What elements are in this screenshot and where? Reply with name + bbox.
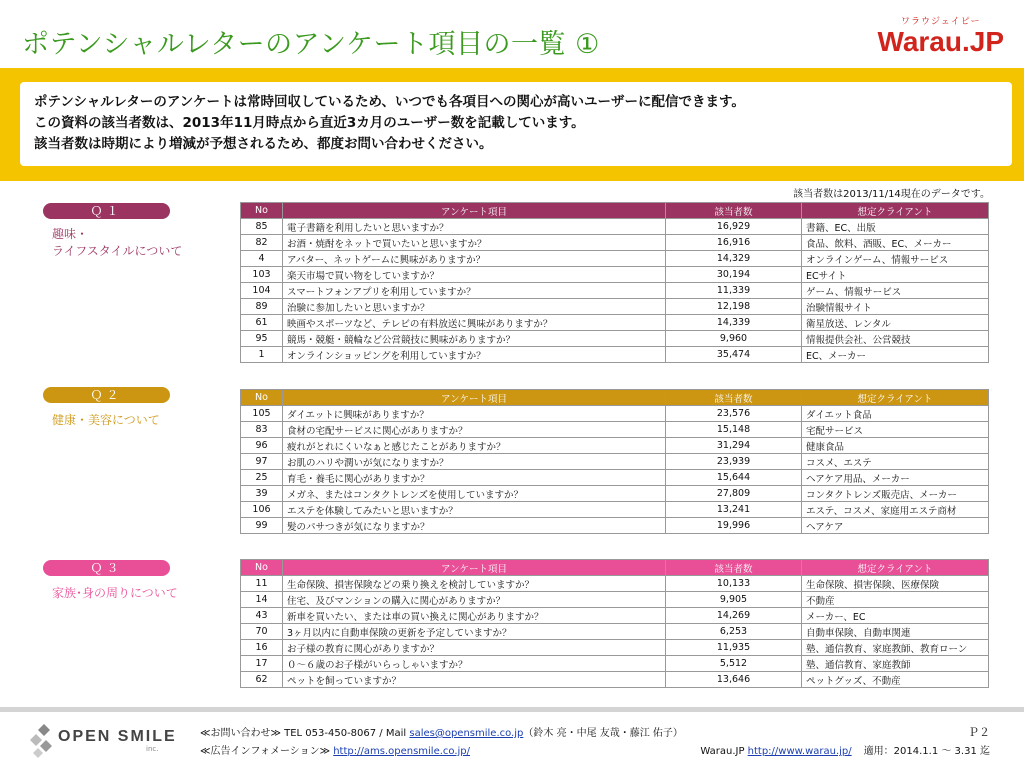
cell-client: ECサイト	[802, 267, 989, 283]
table-row	[241, 235, 989, 251]
cell-count: 31,294	[666, 438, 802, 454]
cell-item: オンラインショッピングを利用していますか？	[283, 347, 666, 363]
header-count: 該当者数	[666, 203, 802, 219]
cell-item: 3ヶ月以内に自動車保険の更新を予定していますか？	[283, 624, 666, 640]
cell-item: 住宅、及びマンションの購入に関心がありますか？	[283, 592, 666, 608]
cell-count: 9,905	[666, 592, 802, 608]
table-row	[241, 608, 989, 624]
table-row	[241, 438, 989, 454]
table-row	[241, 219, 989, 235]
cell-item: ０～６歳のお子様がいらっしゃいますか？	[283, 656, 666, 672]
contact-suffix: （鈴木 亮・中尾 友哉・藤江 佑子）	[523, 728, 683, 739]
cell-count: 35,474	[666, 347, 802, 363]
cell-no: 106	[241, 502, 283, 518]
cell-count: 23,939	[666, 454, 802, 470]
category-line: 趣味・	[52, 227, 89, 241]
header-item: アンケート項目	[283, 203, 666, 219]
table-row	[241, 454, 989, 470]
cell-client: 書籍、EC、出版	[802, 219, 989, 235]
header-item: アンケート項目	[283, 560, 666, 576]
cell-client: ペットグッズ、不動産	[802, 672, 989, 688]
cell-count: 6,253	[666, 624, 802, 640]
site-prefix: Warau.JP	[700, 746, 748, 757]
cell-count: 12,198	[666, 299, 802, 315]
cell-no: 103	[241, 267, 283, 283]
notice-line: 該当者数は時期により増減が予想されるため、都度お問い合わせください。	[34, 136, 493, 152]
notice-banner	[0, 68, 1024, 181]
cell-count: 13,241	[666, 502, 802, 518]
logo-kana: ワラウジェイピー	[900, 17, 981, 27]
cell-no: 39	[241, 486, 283, 502]
cell-no: 25	[241, 470, 283, 486]
cell-count: 13,646	[666, 672, 802, 688]
table-row	[241, 283, 989, 299]
cell-count: 5,512	[666, 656, 802, 672]
cell-no: 4	[241, 251, 283, 267]
table-row	[241, 656, 989, 672]
cell-client: 自動車保険、自動車関連	[802, 624, 989, 640]
table-row	[241, 672, 989, 688]
cell-client: 健康食品	[802, 438, 989, 454]
table-row	[241, 470, 989, 486]
header-count: 該当者数	[666, 390, 802, 406]
cell-client: 宅配サービス	[802, 422, 989, 438]
cell-count: 10,133	[666, 576, 802, 592]
header-count: 該当者数	[666, 560, 802, 576]
cell-client: ダイエット食品	[802, 406, 989, 422]
table-row	[241, 576, 989, 592]
cell-no: 99	[241, 518, 283, 534]
cell-item: 電子書籍を利用したいと思いますか？	[283, 219, 666, 235]
cell-client: 衛星放送、レンタル	[802, 315, 989, 331]
question-label-q2: Ｑ２	[43, 387, 170, 403]
cell-client: エステ、コスメ、家庭用エステ商材	[802, 502, 989, 518]
cell-client: 不動産	[802, 592, 989, 608]
table-header-row	[241, 560, 989, 576]
cell-item: 食材の宅配サービスに関心がありますか？	[283, 422, 666, 438]
company-suffix: inc.	[146, 745, 159, 753]
cell-count: 27,809	[666, 486, 802, 502]
data-as-of-note: 該当者数は2013/11/14現在のデータです。	[793, 189, 990, 200]
cell-client: ヘアケア用品、メーカー	[802, 470, 989, 486]
cell-item: 競馬・競艇・競輪など公営競技に興味がありますか？	[283, 331, 666, 347]
cell-no: 105	[241, 406, 283, 422]
cell-no: 95	[241, 331, 283, 347]
cell-client: 塾、通信教育、家庭教師	[802, 656, 989, 672]
cell-item: スマートフォンアプリを利用していますか？	[283, 283, 666, 299]
site-line	[700, 742, 990, 757]
cell-no: 17	[241, 656, 283, 672]
cell-client: ゲーム、情報サービス	[802, 283, 989, 299]
cell-client: コンタクトレンズ販売店、メーカー	[802, 486, 989, 502]
cell-item: お肌のハリや潤いが気になりますか？	[283, 454, 666, 470]
survey-table-q1	[240, 202, 989, 363]
cell-count: 14,339	[666, 315, 802, 331]
cell-client: オンラインゲーム、情報サービス	[802, 251, 989, 267]
page-title: ポテンシャルレターのアンケート項目の一覧 ①	[22, 29, 600, 60]
cell-item: 新車を買いたい、または車の買い換えに関心がありますか？	[283, 608, 666, 624]
cell-count: 30,194	[666, 267, 802, 283]
cell-no: 16	[241, 640, 283, 656]
table-row	[241, 486, 989, 502]
cell-item: 生命保険、損害保険などの乗り換えを検討していますか？	[283, 576, 666, 592]
cell-no: 83	[241, 422, 283, 438]
cell-client: 治験情報サイト	[802, 299, 989, 315]
header-item: アンケート項目	[283, 390, 666, 406]
table-row	[241, 518, 989, 534]
cell-count: 16,916	[666, 235, 802, 251]
table-row	[241, 299, 989, 315]
table-row	[241, 624, 989, 640]
site-link[interactable]: http://www.warau.jp/	[747, 746, 852, 757]
header-no: No	[241, 390, 283, 406]
notice-line: ポテンシャルレターのアンケートは常時回収しているため、いつでも各項目への関心が高いユーザーに配信できます。	[34, 94, 745, 110]
survey-table-q3	[240, 559, 989, 688]
ad-info-line	[200, 742, 470, 757]
cell-count: 15,148	[666, 422, 802, 438]
ad-info-prefix: ≪広告インフォメーション≫	[200, 746, 334, 757]
cell-count: 11,339	[666, 283, 802, 299]
table-row	[241, 502, 989, 518]
question-category-q2	[52, 412, 160, 429]
cell-item: 楽天市場で買い物をしていますか？	[283, 267, 666, 283]
company-name: OPEN SMILE	[58, 728, 177, 745]
cell-no: 104	[241, 283, 283, 299]
question-category-q1	[52, 226, 182, 260]
cell-item: メガネ、またはコンタクトレンズを使用していますか？	[283, 486, 666, 502]
validity-period: 適用：2014.1.1 ～ 3.31 迄	[863, 746, 990, 757]
cell-item: ダイエットに興味がありますか？	[283, 406, 666, 422]
table-row	[241, 331, 989, 347]
cell-item: アバター、ネットゲームに興味がありますか？	[283, 251, 666, 267]
page-number: Ｐ２	[968, 726, 990, 739]
footer-divider	[0, 707, 1024, 712]
category-line: 家族･身の周りについて	[52, 586, 178, 600]
cell-client: メーカー、EC	[802, 608, 989, 624]
cell-no: 11	[241, 576, 283, 592]
cell-no: 43	[241, 608, 283, 624]
header-client: 想定クライアント	[802, 390, 989, 406]
question-label-q1: Ｑ１	[43, 203, 170, 219]
notice-line: この資料の該当者数は、2013年11月時点から直近3カ月のユーザー数を記載しています。	[34, 115, 585, 131]
table-row	[241, 251, 989, 267]
warau-logo	[877, 14, 1004, 57]
cell-item: お子様の教育に関心がありますか？	[283, 640, 666, 656]
table-row	[241, 640, 989, 656]
cell-client: 塾、通信教育、家庭教師、教育ローン	[802, 640, 989, 656]
table-row	[241, 406, 989, 422]
category-line: 健康・美容について	[52, 413, 160, 427]
cell-no: 14	[241, 592, 283, 608]
header-no: No	[241, 560, 283, 576]
cell-item: 映画やスポーツなど、テレビの有料放送に興味がありますか？	[283, 315, 666, 331]
cell-item: ペットを飼っていますか？	[283, 672, 666, 688]
cell-item: 髪のパサつきが気になりますか？	[283, 518, 666, 534]
cell-count: 19,996	[666, 518, 802, 534]
cell-item: 育毛・養毛に関心がありますか？	[283, 470, 666, 486]
table-row	[241, 347, 989, 363]
question-label-q3: Ｑ３	[43, 560, 170, 576]
table-header-row	[241, 390, 989, 406]
cell-item: エステを体験してみたいと思いますか？	[283, 502, 666, 518]
cell-client: 食品、飲料、酒販、EC、メーカー	[802, 235, 989, 251]
header-client: 想定クライアント	[802, 203, 989, 219]
cell-client: ヘアケア	[802, 518, 989, 534]
table-row	[241, 422, 989, 438]
cell-no: 97	[241, 454, 283, 470]
cell-no: 82	[241, 235, 283, 251]
notice-box	[20, 82, 1012, 166]
cell-no: 70	[241, 624, 283, 640]
cell-count: 23,576	[666, 406, 802, 422]
cell-count: 11,935	[666, 640, 802, 656]
cell-item: 治験に参加したいと思いますか？	[283, 299, 666, 315]
contact-email-link[interactable]: sales@opensmile.co.jp	[409, 728, 524, 739]
cell-no: 89	[241, 299, 283, 315]
category-line: ライフスタイルについて	[52, 244, 183, 258]
table-row	[241, 592, 989, 608]
cell-client: EC、メーカー	[802, 347, 989, 363]
contact-prefix: ≪お問い合わせ≫ TEL 053-450-8067 / Mail	[200, 728, 410, 739]
cell-client: 情報提供会社、公営競技	[802, 331, 989, 347]
cell-client: コスメ、エステ	[802, 454, 989, 470]
cell-count: 14,269	[666, 608, 802, 624]
cell-no: 1	[241, 347, 283, 363]
question-category-q3	[52, 585, 178, 602]
cell-count: 15,644	[666, 470, 802, 486]
header-no: No	[241, 203, 283, 219]
table-row	[241, 267, 989, 283]
cell-no: 62	[241, 672, 283, 688]
cell-no: 96	[241, 438, 283, 454]
survey-table-q2	[240, 389, 989, 534]
table-header-row	[241, 203, 989, 219]
cell-no: 85	[241, 219, 283, 235]
cell-no: 61	[241, 315, 283, 331]
cell-count: 9,960	[666, 331, 802, 347]
ad-info-link[interactable]: http://ams.opensmile.co.jp/	[333, 746, 471, 757]
cell-item: 疲れがとれにくいなぁと感じたことがありますか？	[283, 438, 666, 454]
logo-text: Warau.JP	[877, 26, 1004, 57]
cell-count: 16,929	[666, 219, 802, 235]
cell-count: 14,329	[666, 251, 802, 267]
table-row	[241, 315, 989, 331]
contact-line	[200, 724, 683, 739]
header-client: 想定クライアント	[802, 560, 989, 576]
cell-item: お酒・焼酎をネットで買いたいと思いますか？	[283, 235, 666, 251]
cell-client: 生命保険、損害保険、医療保険	[802, 576, 989, 592]
